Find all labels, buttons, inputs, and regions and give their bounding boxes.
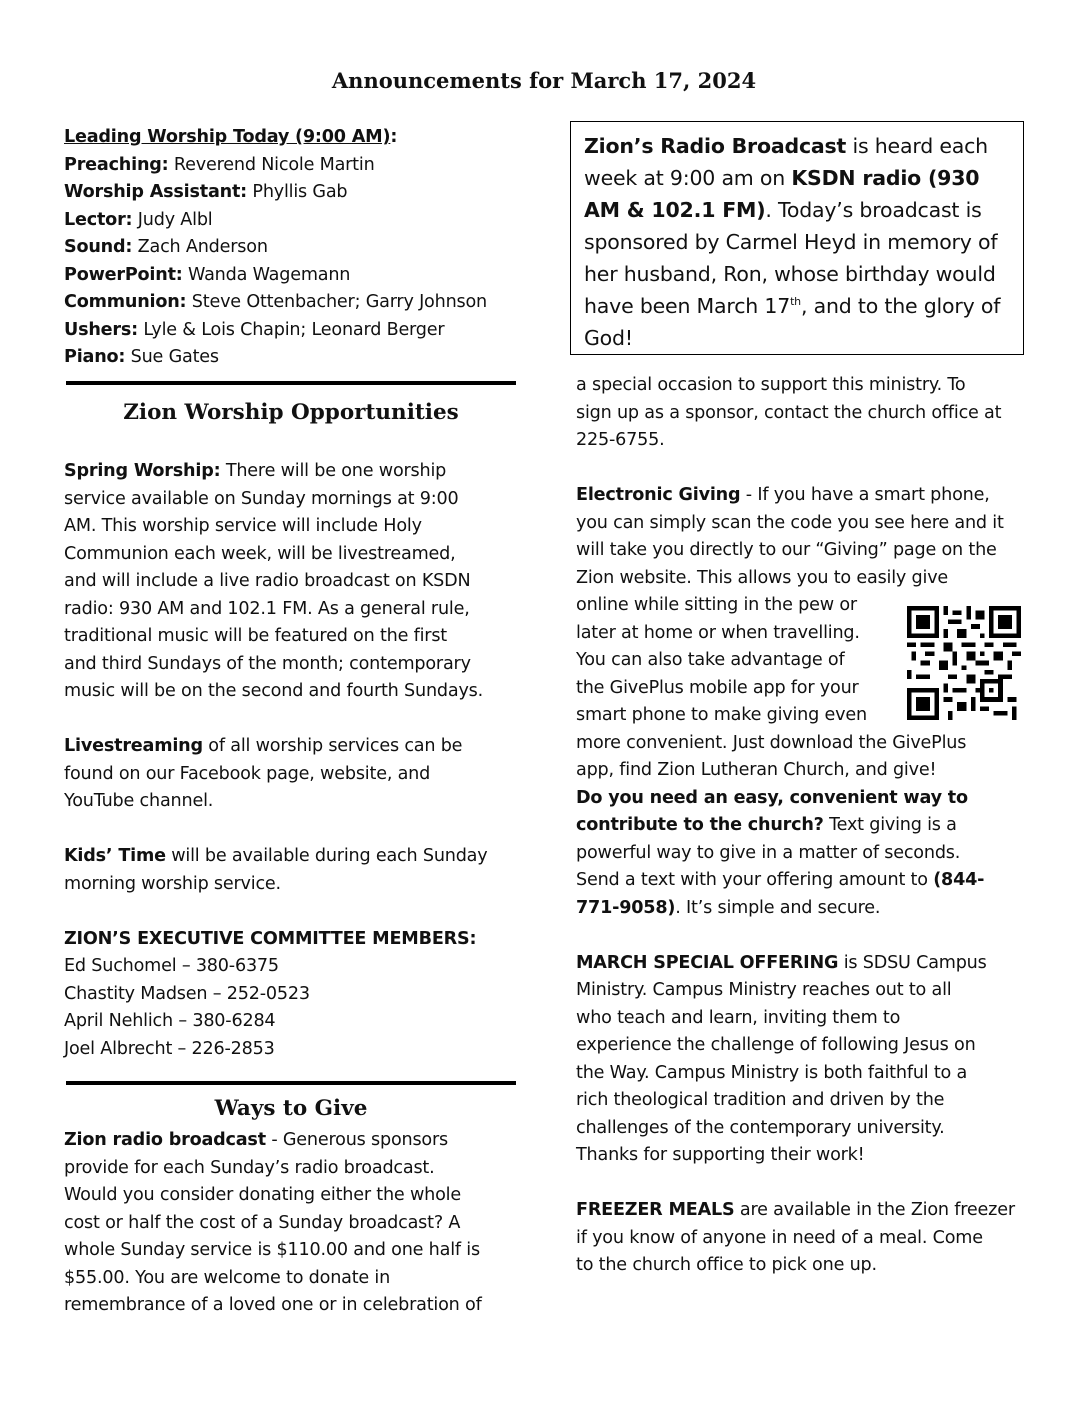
- role-piano: Piano: Sue Gates: [64, 347, 219, 367]
- electronic-giving-line: app, find Zion Lutheran Church, and give!: [576, 760, 937, 780]
- role-lector: Lector: Judy Albl: [64, 209, 213, 230]
- livestreaming-line: Livestreaming of all worship services can be: [64, 736, 463, 756]
- electronic-giving-line: Electronic Giving - If you have a smart phone,: [576, 485, 990, 505]
- march-offering-line: the Way. Campus Ministry is both faithful to a: [576, 1062, 968, 1083]
- electronic-giving-line: smart phone to make giving even: [576, 705, 867, 725]
- march-offering-line: MARCH SPECIAL OFFERING is SDSU Campus: [576, 952, 987, 973]
- electronic-giving-line: will take you directly to our “Giving” page on the: [576, 540, 997, 560]
- electronic-giving-line: the GivePlus mobile app for your: [576, 677, 859, 698]
- radio-sponsor-line: cost or half the cost of a Sunday broadcast? A: [64, 1212, 461, 1233]
- electronic-giving-line: you can simply scan the code you see here and it: [576, 512, 1004, 533]
- executive-committee-heading: ZION’S EXECUTIVE COMMITTEE MEMBERS:: [64, 928, 477, 949]
- radio-sponsor-continued: a special occasion to support this ministry. To: [576, 375, 966, 395]
- section-divider: [66, 381, 516, 385]
- electronic-giving-line: Zion website. This allows you to easily give: [576, 567, 949, 588]
- worship-opportunities-body: [64, 458, 524, 1063]
- livestreaming-line: YouTube channel.: [64, 791, 214, 811]
- committee-member: Joel Albrecht – 226-2853: [64, 1038, 275, 1059]
- spring-worship-line: service available on Sunday mornings at 9:00: [64, 488, 459, 509]
- radio-broadcast-lead: Zion’s Radio Broadcast: [584, 134, 847, 158]
- spring-worship-line: and will include a live radio broadcast on KSDN: [64, 571, 471, 591]
- march-offering-line: Thanks for supporting their work!: [576, 1145, 865, 1165]
- freezer-meals-line: if you know of anyone in need of a meal. Come: [576, 1227, 983, 1248]
- leading-worship-header: Leading Worship Today (9:00 AM):: [64, 127, 398, 147]
- march-offering-line: challenges of the contemporary university.: [576, 1117, 945, 1138]
- spring-worship-line: music will be on the second and fourth Sundays.: [64, 681, 484, 701]
- radio-broadcast-box: Zion’s Radio Broadcast is heard each week at 9:00 am on KSDN radio (930 AM & 102.1 FM). Today’s broadcast is sponsored by Carmel Heyd in memory of her husband, Ron, whose birthday would have been March 17th, and to the glory of God!: [570, 121, 1024, 355]
- electronic-giving-line: later at home or when travelling.: [576, 622, 860, 643]
- role-worship-assistant: Worship Assistant: Phyllis Gab: [64, 182, 348, 202]
- text-giving-line: contribute to the church? Text giving is a: [576, 815, 957, 835]
- radio-sponsor-continued: 225-6755.: [576, 430, 665, 450]
- role-preaching: Preaching: Reverend Nicole Martin: [64, 154, 375, 175]
- radio-sponsor-line: $55.00. You are welcome to donate in: [64, 1267, 391, 1288]
- page-title: Announcements for March 17, 2024: [331, 68, 757, 93]
- electronic-giving-line: online while sitting in the pew or: [576, 595, 857, 615]
- march-offering-line: rich theological tradition and driven by the: [576, 1090, 945, 1110]
- march-offering-line: experience the challenge of following Jesus on: [576, 1035, 976, 1055]
- radio-sponsor-line: provide for each Sunday’s radio broadcast.: [64, 1157, 435, 1178]
- left-column: [64, 124, 524, 372]
- spring-worship-line: Communion each week, will be livestreamed,: [64, 543, 456, 564]
- march-offering-line: who teach and learn, inviting them to: [576, 1007, 901, 1028]
- radio-sponsor-line: whole Sunday service is $110.00 and one half is: [64, 1240, 480, 1260]
- role-sound: Sound: Zach Anderson: [64, 237, 268, 257]
- radio-sponsor-line: Zion radio broadcast - Generous sponsors: [64, 1130, 448, 1150]
- text-giving-line: Send a text with your offering amount to (844-: [576, 870, 985, 890]
- electronic-giving-line: You can also take advantage of: [576, 650, 845, 670]
- spring-worship-line: Spring Worship: There will be one worship: [64, 461, 447, 481]
- ways-to-give-heading: Ways to Give: [214, 1096, 368, 1121]
- committee-member: Chastity Madsen – 252-0523: [64, 983, 310, 1004]
- role-communion: Communion: Steve Ottenbacher; Garry Johnson: [64, 292, 488, 312]
- spring-worship-line: radio: 930 AM and 102.1 FM. As a general rule,: [64, 598, 470, 619]
- electronic-giving-line: more convenient. Just download the GivePlus: [576, 732, 967, 753]
- freezer-meals-line: to the church office to pick one up.: [576, 1255, 877, 1275]
- radio-sponsor-continued: sign up as a sponsor, contact the church office at: [576, 402, 1002, 423]
- committee-member: April Nehlich – 380-6284: [64, 1011, 276, 1031]
- text-giving-line: 771-9058). It’s simple and secure.: [576, 897, 881, 918]
- radio-sponsor-line: remembrance of a loved one or in celebration of: [64, 1295, 482, 1315]
- radio-sponsor-line: Would you consider donating either the whole: [64, 1185, 461, 1205]
- right-column: [576, 372, 1036, 1280]
- kids-time-line: Kids’ Time will be available during each Sunday: [64, 846, 488, 866]
- kids-time-line: morning worship service.: [64, 873, 281, 894]
- freezer-meals-line: FREEZER MEALS are available in the Zion freezer: [576, 1200, 1015, 1220]
- section-divider: [66, 1081, 516, 1085]
- spring-worship-line: AM. This worship service will include Holy: [64, 516, 422, 536]
- spring-worship-line: and third Sundays of the month; contemporary: [64, 653, 471, 674]
- spring-worship-line: traditional music will be featured on the first: [64, 626, 448, 646]
- qr-code-graphic: [906, 606, 1022, 720]
- qr-code-icon[interactable]: [906, 606, 1022, 720]
- livestreaming-line: found on our Facebook page, website, and: [64, 763, 431, 784]
- role-ushers: Ushers: Lyle & Lois Chapin; Leonard Berger: [64, 319, 445, 340]
- text-giving-line: Do you need an easy, convenient way to: [576, 787, 968, 808]
- ways-to-give-body: [64, 1127, 524, 1320]
- march-offering-line: Ministry. Campus Ministry reaches out to all: [576, 980, 952, 1000]
- committee-member: Ed Suchomel – 380-6375: [64, 956, 279, 976]
- role-powerpoint: PowerPoint: Wanda Wagemann: [64, 264, 351, 285]
- worship-opportunities-heading: Zion Worship Opportunities: [123, 400, 459, 425]
- text-giving-line: powerful way to give in a matter of seconds.: [576, 842, 961, 863]
